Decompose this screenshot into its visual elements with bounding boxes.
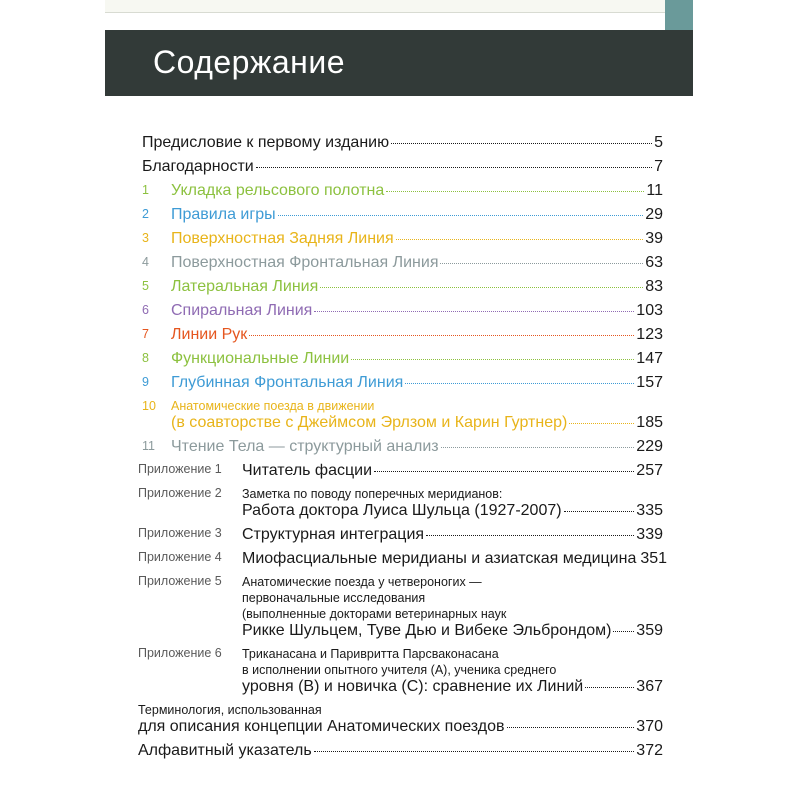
toc-entry-chapter-1[interactable] — [171, 182, 663, 200]
toc-entry-text: Алфавитный указатель — [138, 742, 312, 759]
dot-leader — [278, 215, 644, 216]
dot-leader — [374, 471, 634, 472]
appendix-label: Приложение 6 — [138, 646, 222, 660]
toc-entry-page: 147 — [636, 350, 663, 367]
toc-entry-text-line: Триканасана и Паривритта Парсваконасана — [242, 647, 499, 661]
dot-leader — [256, 167, 652, 168]
appendix-label: Приложение 4 — [138, 550, 222, 564]
chapter-number: 10 — [142, 399, 156, 413]
toc-entry-text-line: в исполнении опытного учителя (A), ученика среднего — [242, 663, 557, 677]
dot-leader — [440, 263, 643, 264]
chapter-number: 1 — [142, 183, 149, 197]
toc-entry-text: Правила игры — [171, 206, 276, 223]
chapter-number: 8 — [142, 351, 149, 365]
toc-entry-appendix-1[interactable] — [242, 462, 663, 480]
appendix-label: Приложение 5 — [138, 574, 222, 588]
toc-entry-chapter-6[interactable] — [171, 302, 663, 320]
top-page-edge — [105, 0, 665, 13]
toc-entry-page: 335 — [636, 502, 663, 519]
teal-accent-bar — [665, 0, 693, 30]
dot-leader — [391, 143, 652, 144]
appendix-label: Приложение 2 — [138, 486, 222, 500]
page-title: Содержание — [153, 44, 346, 80]
chapter-number: 4 — [142, 255, 149, 269]
toc-entry-page: 29 — [645, 206, 663, 223]
toc-entry-appendix-6[interactable] — [242, 678, 663, 696]
dot-leader — [314, 311, 634, 312]
toc-entry-text-line: Заметка по поводу поперечных меридианов: — [242, 487, 503, 501]
toc-entry-appendix-3[interactable] — [242, 526, 663, 544]
toc-entry-page: 83 — [645, 278, 663, 295]
dot-leader — [564, 511, 635, 512]
toc-entry-page: 351 — [640, 550, 668, 567]
dot-leader — [426, 535, 634, 536]
dot-leader — [320, 287, 643, 288]
toc-entry-text-line: Терминология, использованная — [138, 703, 322, 717]
toc-entry-thanks[interactable] — [142, 158, 663, 176]
dot-leader — [386, 191, 644, 192]
toc-entry-page: 123 — [636, 326, 663, 343]
appendix-label: Приложение 1 — [138, 462, 222, 476]
toc-entry-text: Чтение Тела — структурный анализ — [171, 438, 439, 455]
toc-entry-chapter-11[interactable] — [171, 438, 663, 456]
dot-leader — [585, 687, 634, 688]
toc-entry-text-line: Анатомические поезда в движении — [171, 399, 375, 413]
appendix-label: Приложение 3 — [138, 526, 222, 540]
toc-entry-page: 367 — [636, 678, 663, 695]
toc-entry-text: Миофасциальные меридианы и азиатская медицина — [242, 550, 637, 567]
toc-entry-appendix-4[interactable] — [242, 550, 668, 568]
toc-entry-page: 157 — [636, 374, 663, 391]
toc-entry-chapter-10[interactable] — [171, 414, 663, 432]
toc-entry-chapter-7[interactable] — [171, 326, 663, 344]
toc-entry-page: 257 — [636, 462, 663, 479]
dot-leader — [441, 447, 635, 448]
toc-entry-page: 370 — [636, 718, 663, 735]
toc-entry-text: Предисловие к первому изданию — [142, 134, 390, 151]
toc-entry-text-line: первоначальные исследования — [242, 591, 426, 605]
toc-entry-text: Рикке Шульцем, Туве Дью и Вибеке Эльброндом) — [242, 622, 612, 639]
toc-entry-text: Благодарности — [142, 158, 254, 175]
toc-entry-text-line: (выполненные докторами ветеринарных наук — [242, 607, 507, 621]
toc-entry-appendix-5[interactable] — [242, 622, 663, 640]
toc-entry-terminology[interactable] — [138, 718, 663, 736]
toc-entry-page: 229 — [636, 438, 663, 455]
toc-entry-page: 5 — [654, 134, 663, 151]
toc-entry-text: Латеральная Линия — [171, 278, 319, 295]
toc-entry-text: Читатель фасции — [242, 462, 373, 479]
toc-entry-appendix-2[interactable] — [242, 502, 663, 520]
dot-leader — [351, 359, 634, 360]
toc-entry-chapter-3[interactable] — [171, 230, 663, 248]
dot-leader — [314, 751, 635, 752]
toc-entry-chapter-4[interactable] — [171, 254, 663, 272]
toc-entry-text: (в соавторстве с Джеймсом Эрлзом и Карин Гуртнер) — [171, 414, 568, 431]
toc-entry-page: 7 — [654, 158, 663, 175]
dot-leader — [249, 335, 634, 336]
toc-entry-text: Работа доктора Луиса Шульца (1927-2007) — [242, 502, 562, 519]
toc-entry-text: Функциональные Линии — [171, 350, 350, 367]
toc-entry-page: 11 — [646, 182, 663, 199]
toc-entry-chapter-8[interactable] — [171, 350, 663, 368]
toc-entry-text: Структурная интеграция — [242, 526, 425, 543]
toc-entry-text: Поверхностная Фронтальная Линия — [171, 254, 439, 271]
toc-entry-index[interactable] — [138, 742, 663, 760]
toc-entry-page: 359 — [636, 622, 663, 639]
toc-entry-text: для описания концепции Анатомических поездов — [138, 718, 505, 735]
toc-entry-preface[interactable] — [142, 134, 663, 152]
chapter-number: 2 — [142, 207, 149, 221]
toc-entry-page: 339 — [636, 526, 663, 543]
toc-entry-text: Линии Рук — [171, 326, 248, 343]
toc-entry-text: Глубинная Фронтальная Линия — [171, 374, 404, 391]
toc-page — [105, 96, 693, 800]
dot-leader — [507, 727, 635, 728]
toc-entry-chapter-9[interactable] — [171, 374, 663, 392]
chapter-number: 6 — [142, 303, 149, 317]
title-banner — [105, 30, 693, 96]
chapter-number: 9 — [142, 375, 149, 389]
toc-entry-chapter-2[interactable] — [171, 206, 663, 224]
toc-entry-page: 103 — [636, 302, 663, 319]
chapter-number: 11 — [142, 439, 155, 453]
toc-entry-page: 185 — [636, 414, 663, 431]
toc-entry-page: 63 — [645, 254, 663, 271]
toc-entry-text: Спиральная Линия — [171, 302, 313, 319]
toc-entry-chapter-5[interactable] — [171, 278, 663, 296]
dot-leader — [405, 383, 634, 384]
chapter-number: 5 — [142, 279, 149, 293]
toc-entry-page: 372 — [636, 742, 663, 759]
toc-entry-text-line: Анатомические поезда у четвероногих — — [242, 575, 482, 589]
chapter-number: 7 — [142, 327, 149, 341]
dot-leader — [396, 239, 644, 240]
toc-entry-text: Поверхностная Задняя Линия — [171, 230, 394, 247]
toc-entry-text: уровня (B) и новичка (C): сравнение их Линий — [242, 678, 584, 695]
toc-entry-text: Укладка рельсового полотна — [171, 182, 385, 199]
dot-leader — [569, 423, 634, 424]
toc-entry-page: 39 — [645, 230, 663, 247]
chapter-number: 3 — [142, 231, 149, 245]
dot-leader — [613, 631, 634, 632]
